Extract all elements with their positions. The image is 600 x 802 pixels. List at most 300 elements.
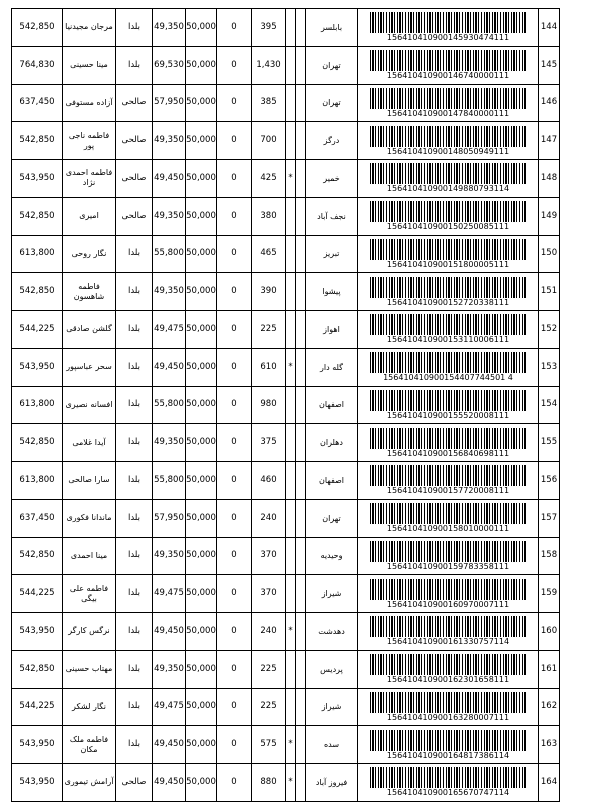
type-cell: بلدا <box>116 499 153 537</box>
net-amount-cell: 49,350 <box>153 650 186 688</box>
zero-value-cell: 0 <box>217 386 252 424</box>
person-name-cell: آزاده مستوفی <box>63 84 116 122</box>
empty-cell <box>296 499 306 537</box>
city-cell: بابلسر <box>306 9 358 47</box>
type-cell: بلدا <box>116 726 153 764</box>
total-amount-cell: 542,850 <box>12 650 63 688</box>
document-page <box>11 8 559 802</box>
barcode-cell <box>358 688 539 726</box>
barcode-image <box>370 201 526 222</box>
barcode-number: 156410410900150250085111 <box>386 222 510 232</box>
barcode-image <box>370 579 526 600</box>
base-amount-cell: 50,000 <box>186 160 217 198</box>
empty-cell <box>296 273 306 311</box>
city-cell: وحیدیه <box>306 537 358 575</box>
barcode-cell <box>358 122 539 160</box>
person-name-cell: آیدا غلامی <box>63 424 116 462</box>
net-amount-cell: 49,350 <box>153 537 186 575</box>
row-number-cell: 164 <box>539 764 560 802</box>
barcode-number: 156410410900152720338111 <box>386 297 510 307</box>
barcode-number: 156410410900162301658111 <box>386 675 510 685</box>
barcode-image <box>370 50 526 71</box>
base-amount-cell: 50,000 <box>186 688 217 726</box>
total-amount-cell: 542,850 <box>12 537 63 575</box>
type-cell: صالحی <box>116 122 153 160</box>
base-amount-cell: 50,000 <box>186 726 217 764</box>
person-name-cell: فاطمه ملک مکان <box>63 726 116 764</box>
empty-cell <box>296 197 306 235</box>
person-name-cell: مینا حسینی <box>63 46 116 84</box>
barcode-number: 156410410900160970007111 <box>386 599 510 609</box>
empty-cell <box>296 46 306 84</box>
mark-cell <box>286 273 296 311</box>
barcode-image <box>370 541 526 562</box>
barcode-image <box>370 428 526 449</box>
row-number-cell: 145 <box>539 46 560 84</box>
city-cell: تبریز <box>306 235 358 273</box>
zero-value-cell: 0 <box>217 348 252 386</box>
mark-cell <box>286 235 296 273</box>
total-amount-cell: 543,950 <box>12 726 63 764</box>
net-amount-cell: 49,450 <box>153 613 186 651</box>
zero-value-cell: 0 <box>217 688 252 726</box>
zero-value-cell: 0 <box>217 46 252 84</box>
empty-cell <box>296 424 306 462</box>
zero-value-cell: 0 <box>217 650 252 688</box>
net-amount-cell: 49,475 <box>153 311 186 349</box>
row-number-cell: 155 <box>539 424 560 462</box>
city-cell: اصفهان <box>306 386 358 424</box>
barcode-cell <box>358 348 539 386</box>
mark-cell <box>286 424 296 462</box>
barcode-cell <box>358 650 539 688</box>
total-amount-cell: 542,850 <box>12 273 63 311</box>
barcode-cell <box>358 9 539 47</box>
base-amount-cell: 50,000 <box>186 122 217 160</box>
barcode-image <box>370 616 526 637</box>
barcode-cell <box>358 613 539 651</box>
base-amount-cell: 50,000 <box>186 386 217 424</box>
table-row <box>12 273 560 311</box>
barcode-image <box>370 730 526 751</box>
total-amount-cell: 613,800 <box>12 386 63 424</box>
total-amount-cell: 764,830 <box>12 46 63 84</box>
barcode-image <box>370 12 526 33</box>
total-amount-cell: 543,950 <box>12 613 63 651</box>
city-cell: اهواز <box>306 311 358 349</box>
barcode-number: 156410410900164817386114 <box>386 750 510 760</box>
mark-cell <box>286 46 296 84</box>
row-number-cell: 160 <box>539 613 560 651</box>
zero-value-cell: 0 <box>217 9 252 47</box>
mark-cell <box>286 9 296 47</box>
empty-cell <box>296 575 306 613</box>
quantity-cell: 395 <box>252 9 286 47</box>
quantity-cell: 380 <box>252 197 286 235</box>
mark-cell: * <box>286 764 296 802</box>
net-amount-cell: 49,450 <box>153 348 186 386</box>
person-name-cell: مرجان مجیدنیا <box>63 9 116 47</box>
empty-cell <box>296 235 306 273</box>
base-amount-cell: 50,000 <box>186 9 217 47</box>
total-amount-cell: 543,950 <box>12 160 63 198</box>
empty-cell <box>296 726 306 764</box>
mark-cell <box>286 537 296 575</box>
net-amount-cell: 49,475 <box>153 688 186 726</box>
empty-cell <box>296 650 306 688</box>
barcode-image <box>370 654 526 675</box>
row-number-cell: 163 <box>539 726 560 764</box>
row-number-cell: 144 <box>539 9 560 47</box>
person-name-cell: نرگس کارگر <box>63 613 116 651</box>
barcode-number: 156410410900154407744501 4 <box>383 373 513 383</box>
zero-value-cell: 0 <box>217 424 252 462</box>
table-row <box>12 424 560 462</box>
barcode-number: 156410410900146740000111 <box>386 71 510 81</box>
table-row <box>12 235 560 273</box>
mark-cell: * <box>286 160 296 198</box>
total-amount-cell: 543,950 <box>12 348 63 386</box>
type-cell: صالحی <box>116 197 153 235</box>
barcode-number: 156410410900165670747114 <box>386 788 510 798</box>
quantity-cell: 575 <box>252 726 286 764</box>
barcode-image <box>370 767 526 788</box>
quantity-cell: 225 <box>252 688 286 726</box>
city-cell: فیروز آباد <box>306 764 358 802</box>
row-number-cell: 150 <box>539 235 560 273</box>
type-cell: بلدا <box>116 348 153 386</box>
total-amount-cell: 542,850 <box>12 122 63 160</box>
mark-cell: * <box>286 726 296 764</box>
empty-cell <box>296 160 306 198</box>
barcode-image <box>370 503 526 524</box>
quantity-cell: 385 <box>252 84 286 122</box>
total-amount-cell: 637,450 <box>12 499 63 537</box>
type-cell: بلدا <box>116 688 153 726</box>
person-name-cell: نگار لشکر <box>63 688 116 726</box>
row-number-cell: 156 <box>539 462 560 500</box>
person-name-cell: ماندانا فکوری <box>63 499 116 537</box>
table-row <box>12 84 560 122</box>
table-row <box>12 160 560 198</box>
net-amount-cell: 49,450 <box>153 160 186 198</box>
net-amount-cell: 49,350 <box>153 9 186 47</box>
table-row <box>12 688 560 726</box>
mark-cell: * <box>286 613 296 651</box>
total-amount-cell: 544,225 <box>12 688 63 726</box>
quantity-cell: 880 <box>252 764 286 802</box>
net-amount-cell: 57,950 <box>153 499 186 537</box>
barcode-image <box>370 88 526 109</box>
barcode-cell <box>358 462 539 500</box>
mark-cell <box>286 84 296 122</box>
city-cell: پیشوا <box>306 273 358 311</box>
total-amount-cell: 613,800 <box>12 462 63 500</box>
zero-value-cell: 0 <box>217 537 252 575</box>
zero-value-cell: 0 <box>217 197 252 235</box>
city-cell: شیراز <box>306 575 358 613</box>
city-cell: پردیس <box>306 650 358 688</box>
quantity-cell: 225 <box>252 650 286 688</box>
city-cell: تهران <box>306 84 358 122</box>
base-amount-cell: 50,000 <box>186 46 217 84</box>
barcode-image <box>370 163 526 184</box>
city-cell: درگز <box>306 122 358 160</box>
row-number-cell: 153 <box>539 348 560 386</box>
city-cell: خمیر <box>306 160 358 198</box>
quantity-cell: 610 <box>252 348 286 386</box>
table-row <box>12 726 560 764</box>
quantity-cell: 375 <box>252 424 286 462</box>
city-cell: اصفهان <box>306 462 358 500</box>
barcode-cell <box>358 424 539 462</box>
row-number-cell: 158 <box>539 537 560 575</box>
base-amount-cell: 50,000 <box>186 764 217 802</box>
table-row <box>12 386 560 424</box>
base-amount-cell: 50,000 <box>186 424 217 462</box>
city-cell: دهدشت <box>306 613 358 651</box>
person-name-cell: گلشن صادقی <box>63 311 116 349</box>
person-name-cell: افسانه نصیری <box>63 386 116 424</box>
mark-cell <box>286 386 296 424</box>
barcode-image <box>370 465 526 486</box>
base-amount-cell: 50,000 <box>186 537 217 575</box>
empty-cell <box>296 9 306 47</box>
barcode-number: 156410410900159783358111 <box>386 561 510 571</box>
base-amount-cell: 50,000 <box>186 499 217 537</box>
row-number-cell: 152 <box>539 311 560 349</box>
empty-cell <box>296 348 306 386</box>
mark-cell: * <box>286 348 296 386</box>
barcode-image <box>370 390 526 411</box>
person-name-cell: آرامش تیموری <box>63 764 116 802</box>
net-amount-cell: 49,350 <box>153 273 186 311</box>
total-amount-cell: 542,850 <box>12 197 63 235</box>
total-amount-cell: 613,800 <box>12 235 63 273</box>
type-cell: بلدا <box>116 9 153 47</box>
mark-cell <box>286 499 296 537</box>
type-cell: بلدا <box>116 462 153 500</box>
total-amount-cell: 637,450 <box>12 84 63 122</box>
barcode-image <box>370 692 526 713</box>
base-amount-cell: 50,000 <box>186 650 217 688</box>
base-amount-cell: 50,000 <box>186 348 217 386</box>
quantity-cell: 425 <box>252 160 286 198</box>
type-cell: بلدا <box>116 575 153 613</box>
quantity-cell: 460 <box>252 462 286 500</box>
net-amount-cell: 49,350 <box>153 424 186 462</box>
barcode-number: 156410410900161330757114 <box>386 637 510 647</box>
barcode-image <box>370 277 526 298</box>
barcode-cell <box>358 235 539 273</box>
quantity-cell: 390 <box>252 273 286 311</box>
barcode-image <box>370 126 526 147</box>
base-amount-cell: 50,000 <box>186 462 217 500</box>
table-row <box>12 613 560 651</box>
row-number-cell: 162 <box>539 688 560 726</box>
type-cell: صالحی <box>116 160 153 198</box>
barcode-number: 156410410900163280007111 <box>386 712 510 722</box>
table-row <box>12 46 560 84</box>
person-name-cell: نگار روحی <box>63 235 116 273</box>
net-amount-cell: 55,800 <box>153 386 186 424</box>
type-cell: صالحی <box>116 84 153 122</box>
empty-cell <box>296 122 306 160</box>
person-name-cell: مینا احمدی <box>63 537 116 575</box>
empty-cell <box>296 764 306 802</box>
base-amount-cell: 50,000 <box>186 84 217 122</box>
person-name-cell: مهتاب حسینی <box>63 650 116 688</box>
net-amount-cell: 69,530 <box>153 46 186 84</box>
net-amount-cell: 55,800 <box>153 235 186 273</box>
barcode-number: 156410410900155520008111 <box>386 410 510 420</box>
zero-value-cell: 0 <box>217 462 252 500</box>
zero-value-cell: 0 <box>217 613 252 651</box>
barcode-number: 156410410900149880793114 <box>386 184 510 194</box>
total-amount-cell: 544,225 <box>12 575 63 613</box>
type-cell: بلدا <box>116 273 153 311</box>
table-row <box>12 311 560 349</box>
records-table <box>11 8 560 802</box>
quantity-cell: 240 <box>252 499 286 537</box>
row-number-cell: 146 <box>539 84 560 122</box>
barcode-cell <box>358 46 539 84</box>
quantity-cell: 240 <box>252 613 286 651</box>
type-cell: بلدا <box>116 46 153 84</box>
records-body <box>12 9 560 802</box>
person-name-cell: فاطمه شاهسون <box>63 273 116 311</box>
zero-value-cell: 0 <box>217 84 252 122</box>
barcode-number: 156410410900145930474111 <box>386 33 510 43</box>
barcode-cell <box>358 499 539 537</box>
base-amount-cell: 50,000 <box>186 311 217 349</box>
barcode-cell <box>358 764 539 802</box>
zero-value-cell: 0 <box>217 499 252 537</box>
barcode-cell <box>358 537 539 575</box>
table-row <box>12 348 560 386</box>
table-row <box>12 122 560 160</box>
empty-cell <box>296 462 306 500</box>
table-row <box>12 462 560 500</box>
quantity-cell: 980 <box>252 386 286 424</box>
type-cell: بلدا <box>116 386 153 424</box>
table-row <box>12 650 560 688</box>
empty-cell <box>296 311 306 349</box>
type-cell: بلدا <box>116 537 153 575</box>
type-cell: بلدا <box>116 424 153 462</box>
barcode-number: 156410410900153110006111 <box>386 335 510 345</box>
empty-cell <box>296 613 306 651</box>
row-number-cell: 159 <box>539 575 560 613</box>
row-number-cell: 157 <box>539 499 560 537</box>
net-amount-cell: 49,350 <box>153 197 186 235</box>
barcode-number: 156410410900147840000111 <box>386 108 510 118</box>
mark-cell <box>286 575 296 613</box>
zero-value-cell: 0 <box>217 311 252 349</box>
mark-cell <box>286 122 296 160</box>
row-number-cell: 147 <box>539 122 560 160</box>
city-cell: سده <box>306 726 358 764</box>
quantity-cell: 465 <box>252 235 286 273</box>
city-cell: دهلران <box>306 424 358 462</box>
barcode-number: 156410410900158010000111 <box>386 524 510 534</box>
base-amount-cell: 50,000 <box>186 575 217 613</box>
person-name-cell: امیری <box>63 197 116 235</box>
barcode-cell <box>358 726 539 764</box>
net-amount-cell: 55,800 <box>153 462 186 500</box>
zero-value-cell: 0 <box>217 235 252 273</box>
type-cell: بلدا <box>116 235 153 273</box>
quantity-cell: 370 <box>252 537 286 575</box>
row-number-cell: 154 <box>539 386 560 424</box>
barcode-number: 156410410900156840698111 <box>386 448 510 458</box>
zero-value-cell: 0 <box>217 122 252 160</box>
type-cell: صالحی <box>116 764 153 802</box>
mark-cell <box>286 462 296 500</box>
quantity-cell: 370 <box>252 575 286 613</box>
row-number-cell: 161 <box>539 650 560 688</box>
barcode-number: 156410410900148050949111 <box>386 146 510 156</box>
city-cell: تهران <box>306 499 358 537</box>
quantity-cell: 225 <box>252 311 286 349</box>
base-amount-cell: 50,000 <box>186 273 217 311</box>
zero-value-cell: 0 <box>217 764 252 802</box>
base-amount-cell: 50,000 <box>186 235 217 273</box>
base-amount-cell: 50,000 <box>186 197 217 235</box>
total-amount-cell: 542,850 <box>12 9 63 47</box>
city-cell: تهران <box>306 46 358 84</box>
zero-value-cell: 0 <box>217 575 252 613</box>
type-cell: بلدا <box>116 613 153 651</box>
empty-cell <box>296 537 306 575</box>
barcode-cell <box>358 273 539 311</box>
base-amount-cell: 50,000 <box>186 613 217 651</box>
zero-value-cell: 0 <box>217 160 252 198</box>
table-row <box>12 197 560 235</box>
person-name-cell: فاطمه ناجی پور <box>63 122 116 160</box>
person-name-cell: سارا صالحی <box>63 462 116 500</box>
zero-value-cell: 0 <box>217 726 252 764</box>
total-amount-cell: 544,225 <box>12 311 63 349</box>
barcode-cell <box>358 197 539 235</box>
total-amount-cell: 542,850 <box>12 424 63 462</box>
table-row <box>12 499 560 537</box>
city-cell: شیراز <box>306 688 358 726</box>
barcode-cell <box>358 311 539 349</box>
city-cell: نجف آباد <box>306 197 358 235</box>
row-number-cell: 151 <box>539 273 560 311</box>
barcode-image <box>370 352 526 373</box>
empty-cell <box>296 386 306 424</box>
net-amount-cell: 57,950 <box>153 84 186 122</box>
table-row <box>12 575 560 613</box>
barcode-image <box>370 239 526 260</box>
quantity-cell: 1,430 <box>252 46 286 84</box>
mark-cell <box>286 197 296 235</box>
net-amount-cell: 49,450 <box>153 764 186 802</box>
table-row <box>12 9 560 47</box>
net-amount-cell: 49,450 <box>153 726 186 764</box>
person-name-cell: فاطمه احمدی نژاد <box>63 160 116 198</box>
empty-cell <box>296 84 306 122</box>
person-name-cell: فاطمه علی بیگی <box>63 575 116 613</box>
barcode-cell <box>358 84 539 122</box>
net-amount-cell: 49,350 <box>153 122 186 160</box>
barcode-image <box>370 314 526 335</box>
barcode-number: 156410410900157720008111 <box>386 486 510 496</box>
barcode-cell <box>358 386 539 424</box>
person-name-cell: سحر عباسپور <box>63 348 116 386</box>
